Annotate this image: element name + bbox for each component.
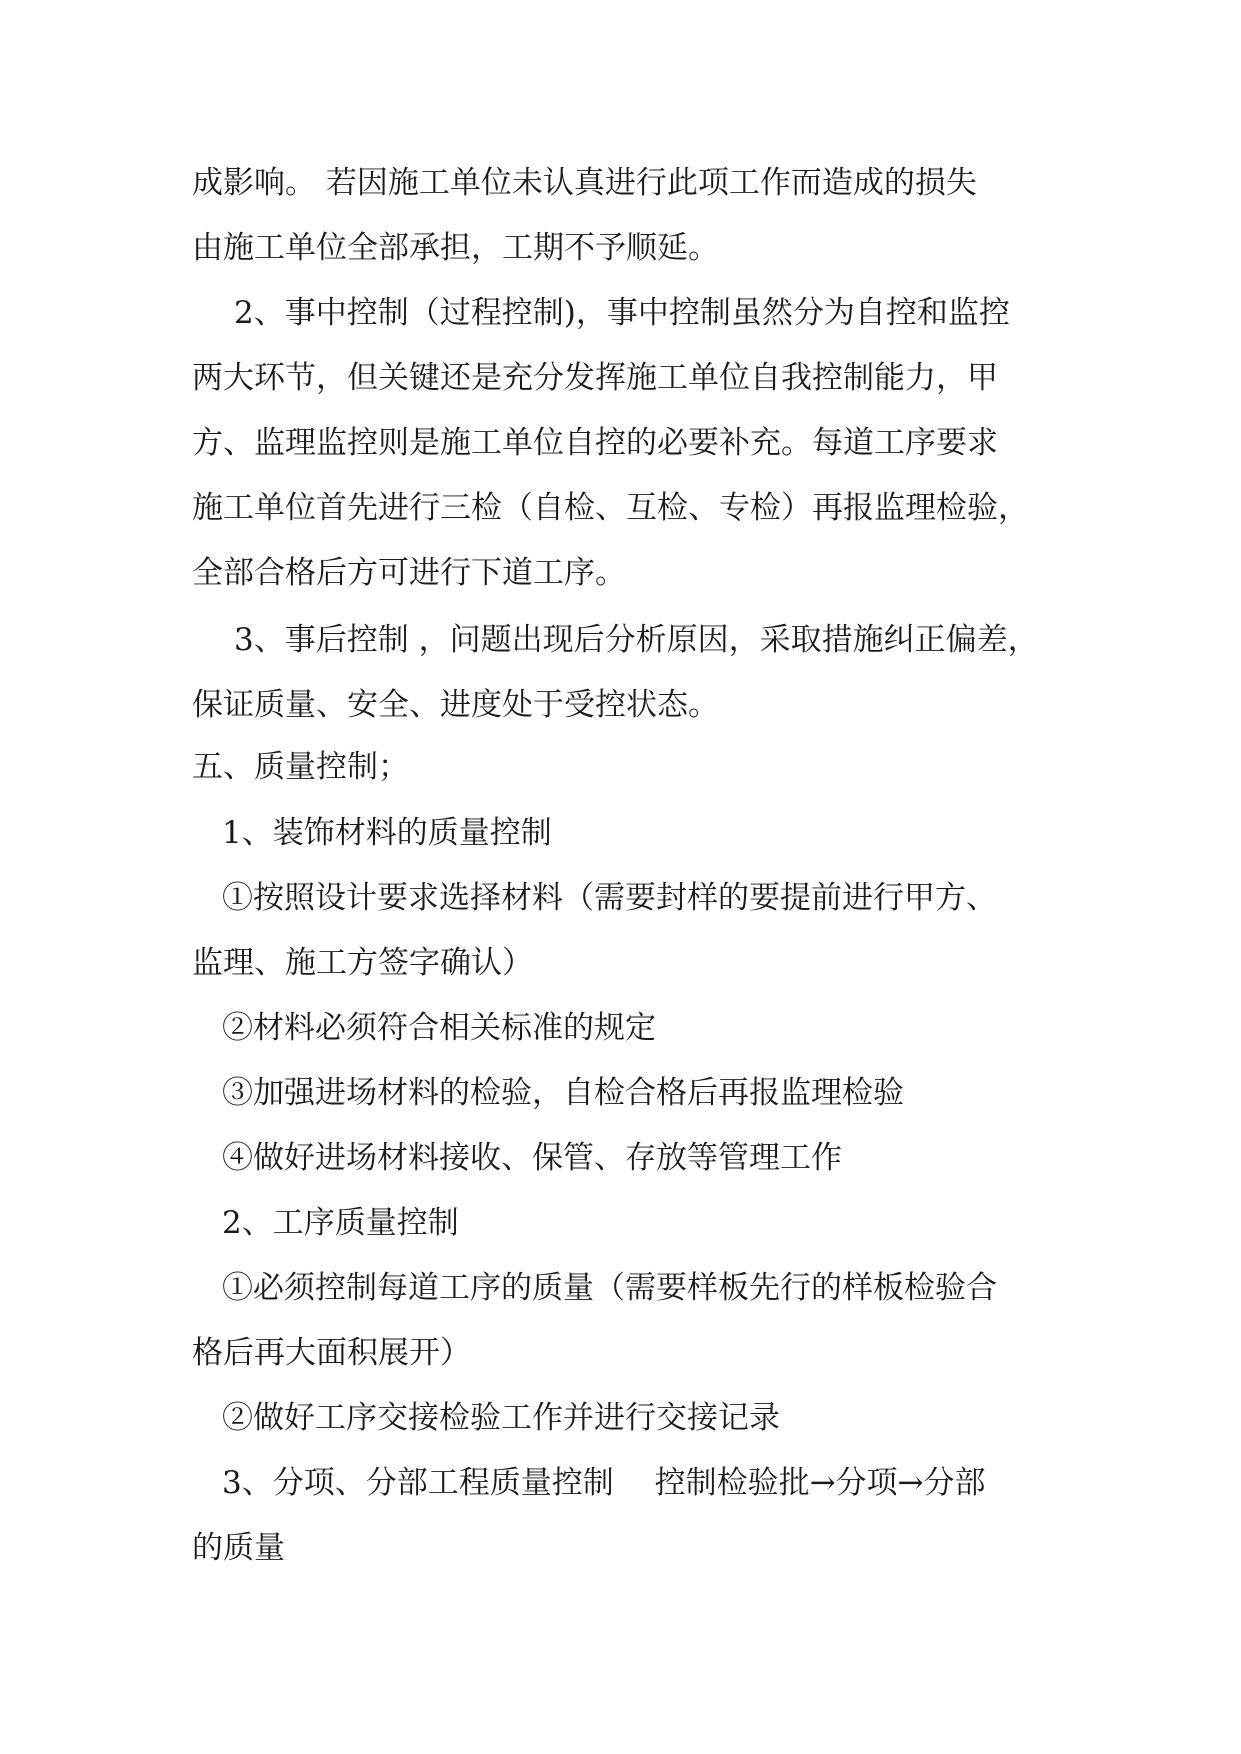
subsection-heading: 1、装饰材料的质量控制	[222, 815, 552, 851]
paragraph-line: 的质量	[192, 1530, 285, 1566]
subsection-heading: 2、工序质量控制	[222, 1205, 459, 1241]
subsection-heading: 3、分项、分部工程质量控制 控制检验批→分项→分部	[222, 1465, 986, 1501]
paragraph-line: 3、事后控制 ，问题出现后分析原因，采取措施纠正偏差，	[234, 622, 1039, 658]
paragraph-line: 两大环节，但关键还是充分发挥施工单位自我控制能力，甲	[192, 360, 998, 396]
paragraph-line: 成影响。 若因施工单位未认真进行此项工作而造成的损失	[192, 165, 977, 201]
list-item: ②材料必须符合相关标准的规定	[222, 1010, 656, 1046]
paragraph-line: 方、监理监控则是施工单位自控的必要补充。每道工序要求	[192, 425, 998, 461]
list-item: ④做好进场材料接收、保管、存放等管理工作	[222, 1140, 842, 1176]
list-item: ②做好工序交接检验工作并进行交接记录	[222, 1400, 780, 1436]
paragraph-line: 施工单位首先进行三检（自检、互检、专检）再报监理检验，	[192, 490, 1029, 526]
paragraph-line: 保证质量、安全、进度处于受控状态。	[192, 687, 719, 723]
list-item-continuation: 格后再大面积展开）	[192, 1335, 471, 1371]
paragraph-line: 2、事中控制（过程控制)，事中控制虽然分为自控和监控	[234, 295, 1010, 331]
list-item: ①必须控制每道工序的质量（需要样板先行的样板检验合	[222, 1270, 997, 1306]
paragraph-line: 由施工单位全部承担，工期不予顺延。	[192, 230, 719, 266]
list-item-continuation: 监理、施工方签字确认）	[192, 945, 533, 981]
list-item: ①按照设计要求选择材料（需要封样的要提前进行甲方、	[222, 880, 997, 916]
list-item: ③加强进场材料的检验，自检合格后再报监理检验	[222, 1075, 904, 1111]
section-heading: 五、质量控制；	[192, 749, 409, 785]
paragraph-line: 全部合格后方可进行下道工序。	[192, 555, 626, 591]
